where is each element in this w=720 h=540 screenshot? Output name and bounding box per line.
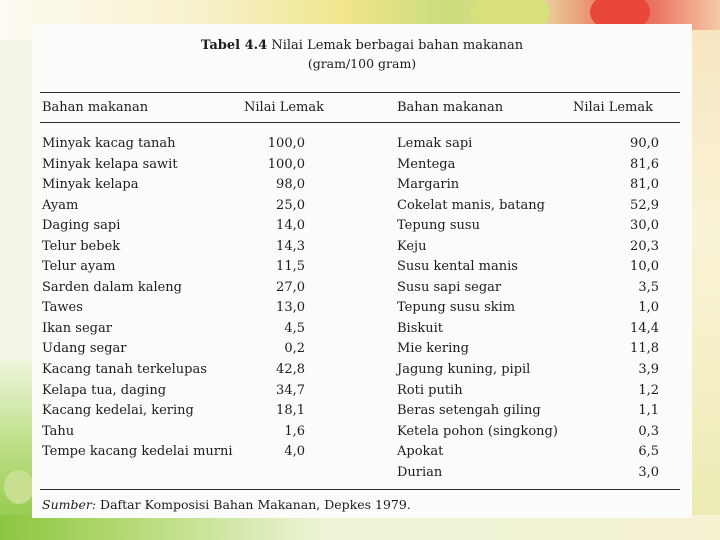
fat-value: 27,0	[276, 279, 305, 295]
table-row	[397, 339, 677, 360]
fat-value: 4,0	[284, 444, 305, 460]
table-row	[397, 196, 677, 217]
fat-value: 11,5	[276, 259, 305, 275]
food-name: Tempe kacang kedelai murni	[42, 444, 233, 460]
left-table-body	[42, 134, 362, 463]
table-row	[42, 422, 362, 443]
food-name: Apokat	[397, 444, 444, 460]
fat-value: 1,0	[638, 300, 659, 316]
fat-value: 0,3	[638, 423, 659, 439]
table-row	[397, 319, 677, 340]
food-name: Roti putih	[397, 382, 463, 398]
fat-value: 3,0	[638, 464, 659, 480]
table-row	[42, 257, 362, 278]
food-name: Udang segar	[42, 341, 127, 357]
food-name: Tahu	[42, 423, 75, 439]
table-row	[42, 155, 362, 176]
header-rule	[40, 122, 680, 123]
table-row	[397, 216, 677, 237]
source-text: Daftar Komposisi Bahan Makanan, Depkes 1979.	[100, 497, 411, 512]
food-name: Sarden dalam kaleng	[42, 279, 183, 295]
table-row	[397, 298, 677, 319]
table-row	[397, 360, 677, 381]
fat-value: 14,4	[630, 320, 659, 336]
food-name: Durian	[397, 464, 443, 480]
table-row	[42, 196, 362, 217]
fat-value: 0,2	[284, 341, 305, 357]
left-name-header: Bahan makanan	[42, 100, 149, 115]
table-sheet	[32, 24, 692, 518]
table-row	[42, 319, 362, 340]
right-table-body	[397, 134, 677, 483]
food-name: Mie kering	[397, 341, 469, 357]
fat-value: 11,8	[630, 341, 659, 357]
food-name: Tawes	[42, 300, 83, 316]
fat-value: 1,2	[638, 382, 659, 398]
fat-value: 81,0	[630, 177, 659, 193]
fat-value: 14,0	[276, 218, 305, 234]
table-row	[42, 175, 362, 196]
fat-value: 100,0	[267, 156, 305, 172]
fat-value: 1,1	[638, 403, 659, 419]
food-name: Daging sapi	[42, 218, 121, 234]
table-row	[397, 463, 677, 484]
fat-value: 20,3	[630, 238, 659, 254]
fat-value: 90,0	[630, 136, 659, 151]
fat-value: 52,9	[630, 197, 659, 213]
source-label: Sumber:	[42, 497, 97, 512]
food-name: Minyak kelapa	[42, 177, 139, 193]
top-rule	[40, 92, 680, 93]
food-name: Telur bebek	[42, 238, 121, 254]
table-row	[397, 278, 677, 299]
table-row	[42, 442, 362, 463]
food-name: Kelapa tua, daging	[42, 382, 167, 398]
fat-value: 18,1	[276, 403, 305, 419]
left-value-header: Nilai Lemak	[244, 100, 325, 115]
food-name: Kacang kedelai, kering	[42, 403, 194, 419]
table-row	[397, 401, 677, 422]
food-name: Ketela pohon (singkong)	[397, 423, 558, 439]
table-source	[42, 497, 411, 513]
table-row	[42, 298, 362, 319]
table-title	[32, 38, 692, 54]
food-name: Minyak kacag tanah	[42, 136, 176, 151]
table-row	[42, 381, 362, 402]
table-row	[42, 278, 362, 299]
table-unit: (gram/100 gram)	[307, 56, 417, 71]
food-name: Ayam	[42, 197, 79, 213]
food-name: Susu sapi segar	[397, 279, 502, 295]
background-bottom-strip	[0, 515, 720, 540]
fat-value: 6,5	[638, 444, 659, 460]
table-row	[397, 257, 677, 278]
fruit-decoration	[4, 470, 34, 504]
food-name: Biskuit	[397, 320, 444, 336]
table-row	[397, 237, 677, 258]
table-row	[42, 339, 362, 360]
fat-value: 34,7	[276, 382, 305, 398]
fat-value: 10,0	[630, 259, 659, 275]
food-name: Telur ayam	[42, 259, 116, 275]
right-value-header: Nilai Lemak	[573, 100, 654, 115]
fat-value: 81,6	[630, 156, 659, 172]
food-name: Cokelat manis, batang	[397, 197, 545, 213]
table-number: Tabel 4.4	[200, 38, 268, 53]
food-name: Susu kental manis	[397, 259, 518, 275]
fat-value: 25,0	[276, 197, 305, 213]
right-name-header: Bahan makanan	[397, 100, 504, 115]
food-name: Tepung susu	[397, 218, 480, 234]
fat-value: 100,0	[267, 136, 305, 151]
food-name: Jagung kuning, pipil	[397, 362, 531, 378]
fat-value: 1,6	[284, 423, 305, 439]
table-row	[42, 401, 362, 422]
table-row	[42, 360, 362, 381]
fat-value: 30,0	[630, 218, 659, 234]
food-name: Lemak sapi	[397, 136, 473, 151]
table-title-text: Nilai Lemak berbagai bahan makanan	[271, 38, 524, 53]
table-row	[42, 237, 362, 258]
food-name: Ikan segar	[42, 320, 112, 336]
food-name: Keju	[397, 238, 427, 254]
fat-value: 13,0	[276, 300, 305, 316]
table-row	[397, 175, 677, 196]
food-name: Kacang tanah terkelupas	[42, 362, 207, 378]
fat-value: 4,5	[284, 320, 305, 336]
food-name: Beras setengah giling	[397, 403, 541, 419]
table-row	[397, 155, 677, 176]
table-row	[42, 216, 362, 237]
table-row	[42, 134, 362, 155]
bottom-rule	[40, 489, 680, 490]
food-name: Mentega	[397, 156, 456, 172]
fat-value: 3,5	[638, 279, 659, 295]
table-row	[397, 422, 677, 443]
fat-value: 14,3	[276, 238, 305, 254]
fat-value: 42,8	[276, 362, 305, 378]
food-name: Minyak kelapa sawit	[42, 156, 178, 172]
fat-value: 98,0	[276, 177, 305, 193]
food-name: Tepung susu skim	[397, 300, 516, 316]
table-row	[397, 134, 677, 155]
food-name: Margarin	[397, 177, 460, 193]
table-row	[397, 442, 677, 463]
table-row	[397, 381, 677, 402]
fat-value: 3,9	[638, 362, 659, 378]
